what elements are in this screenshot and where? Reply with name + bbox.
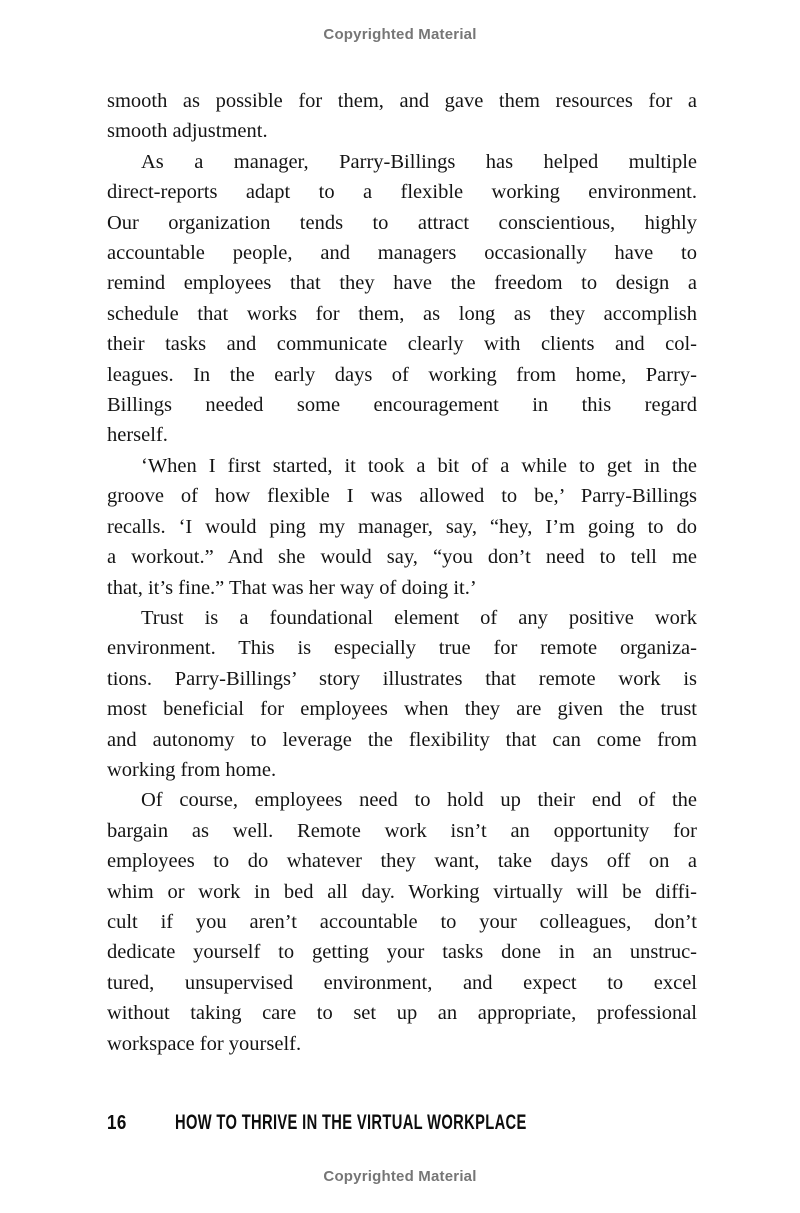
text-line: herself. [107, 424, 168, 447]
text-line: recalls. ‘I would ping my manager, say, “hey, I’m going to do [107, 515, 697, 538]
text-line: that, it’s fine.” That was her way of doing it.’ [107, 576, 477, 599]
text-line: Of course, employees need to hold up their end of the [141, 789, 697, 812]
text-line: dedicate yourself to getting your tasks done in an unstruc- [107, 941, 697, 964]
paragraph [107, 147, 697, 451]
text-line: leagues. In the early days of working from home, Parry- [107, 363, 697, 386]
text-line: smooth as possible for them, and gave them resources for a [107, 90, 697, 112]
text-line: most beneficial for employees when they are given the trust [107, 698, 697, 721]
paragraph [107, 785, 697, 1059]
copyright-notice-top: Copyrighted Material [323, 26, 477, 43]
text-line: schedule that works for them, as long as they accomplish [107, 302, 697, 325]
page-number: 16 [107, 1112, 127, 1134]
paragraph [107, 86, 697, 147]
text-line: environment. This is especially true for remote organiza- [107, 637, 697, 660]
text-line: workspace for yourself. [107, 1032, 302, 1055]
text-line: ‘When I first started, it took a bit of a while to get in the [141, 454, 697, 477]
text-line: tions. Parry-Billings’ story illustrates that remote work is [107, 667, 697, 690]
body-text [107, 86, 697, 1059]
text-line: Our organization tends to attract conscientious, highly [107, 211, 697, 234]
text-line: working from home. [107, 758, 277, 781]
paragraph [107, 451, 697, 603]
copyright-notice-bottom: Copyrighted Material [323, 1168, 477, 1185]
text-line: employees to do whatever they want, take days off on a [107, 850, 697, 873]
text-line: accountable people, and managers occasionally have to [107, 242, 697, 265]
paragraph [107, 603, 697, 785]
text-line: whim or work in bed all day. Working virtually will be diffi- [107, 880, 697, 903]
text-line: smooth adjustment. [107, 120, 268, 143]
text-line: direct-reports adapt to a flexible working environment. [107, 181, 697, 204]
text-line: groove of how flexible I was allowed to be,’ Parry-Billings [107, 485, 697, 508]
page-footer [107, 1111, 678, 1135]
text-line: a workout.” And she would say, “you don’t need to tell me [107, 546, 697, 569]
text-line: remind employees that they have the freedom to design a [107, 272, 697, 295]
text-line: their tasks and communicate clearly with clients and col- [107, 333, 697, 356]
text-line: and autonomy to leverage the flexibility that can come from [107, 728, 697, 751]
text-line: Billings needed some encouragement in this regard [107, 394, 697, 417]
text-line: cult if you aren’t accountable to your colleagues, don’t [107, 910, 697, 933]
text-line: tured, unsupervised environment, and expect to excel [107, 971, 697, 994]
text-line: without taking care to set up an appropriate, professional [107, 1002, 697, 1025]
text-line: bargain as well. Remote work isn’t an opportunity for [107, 819, 697, 842]
text-line: As a manager, Parry-Billings has helped multiple [141, 150, 697, 173]
text-line: Trust is a foundational element of any positive work [141, 606, 697, 629]
running-title: HOW TO THRIVE IN THE VIRTUAL WORKPLACE [175, 1111, 527, 1134]
